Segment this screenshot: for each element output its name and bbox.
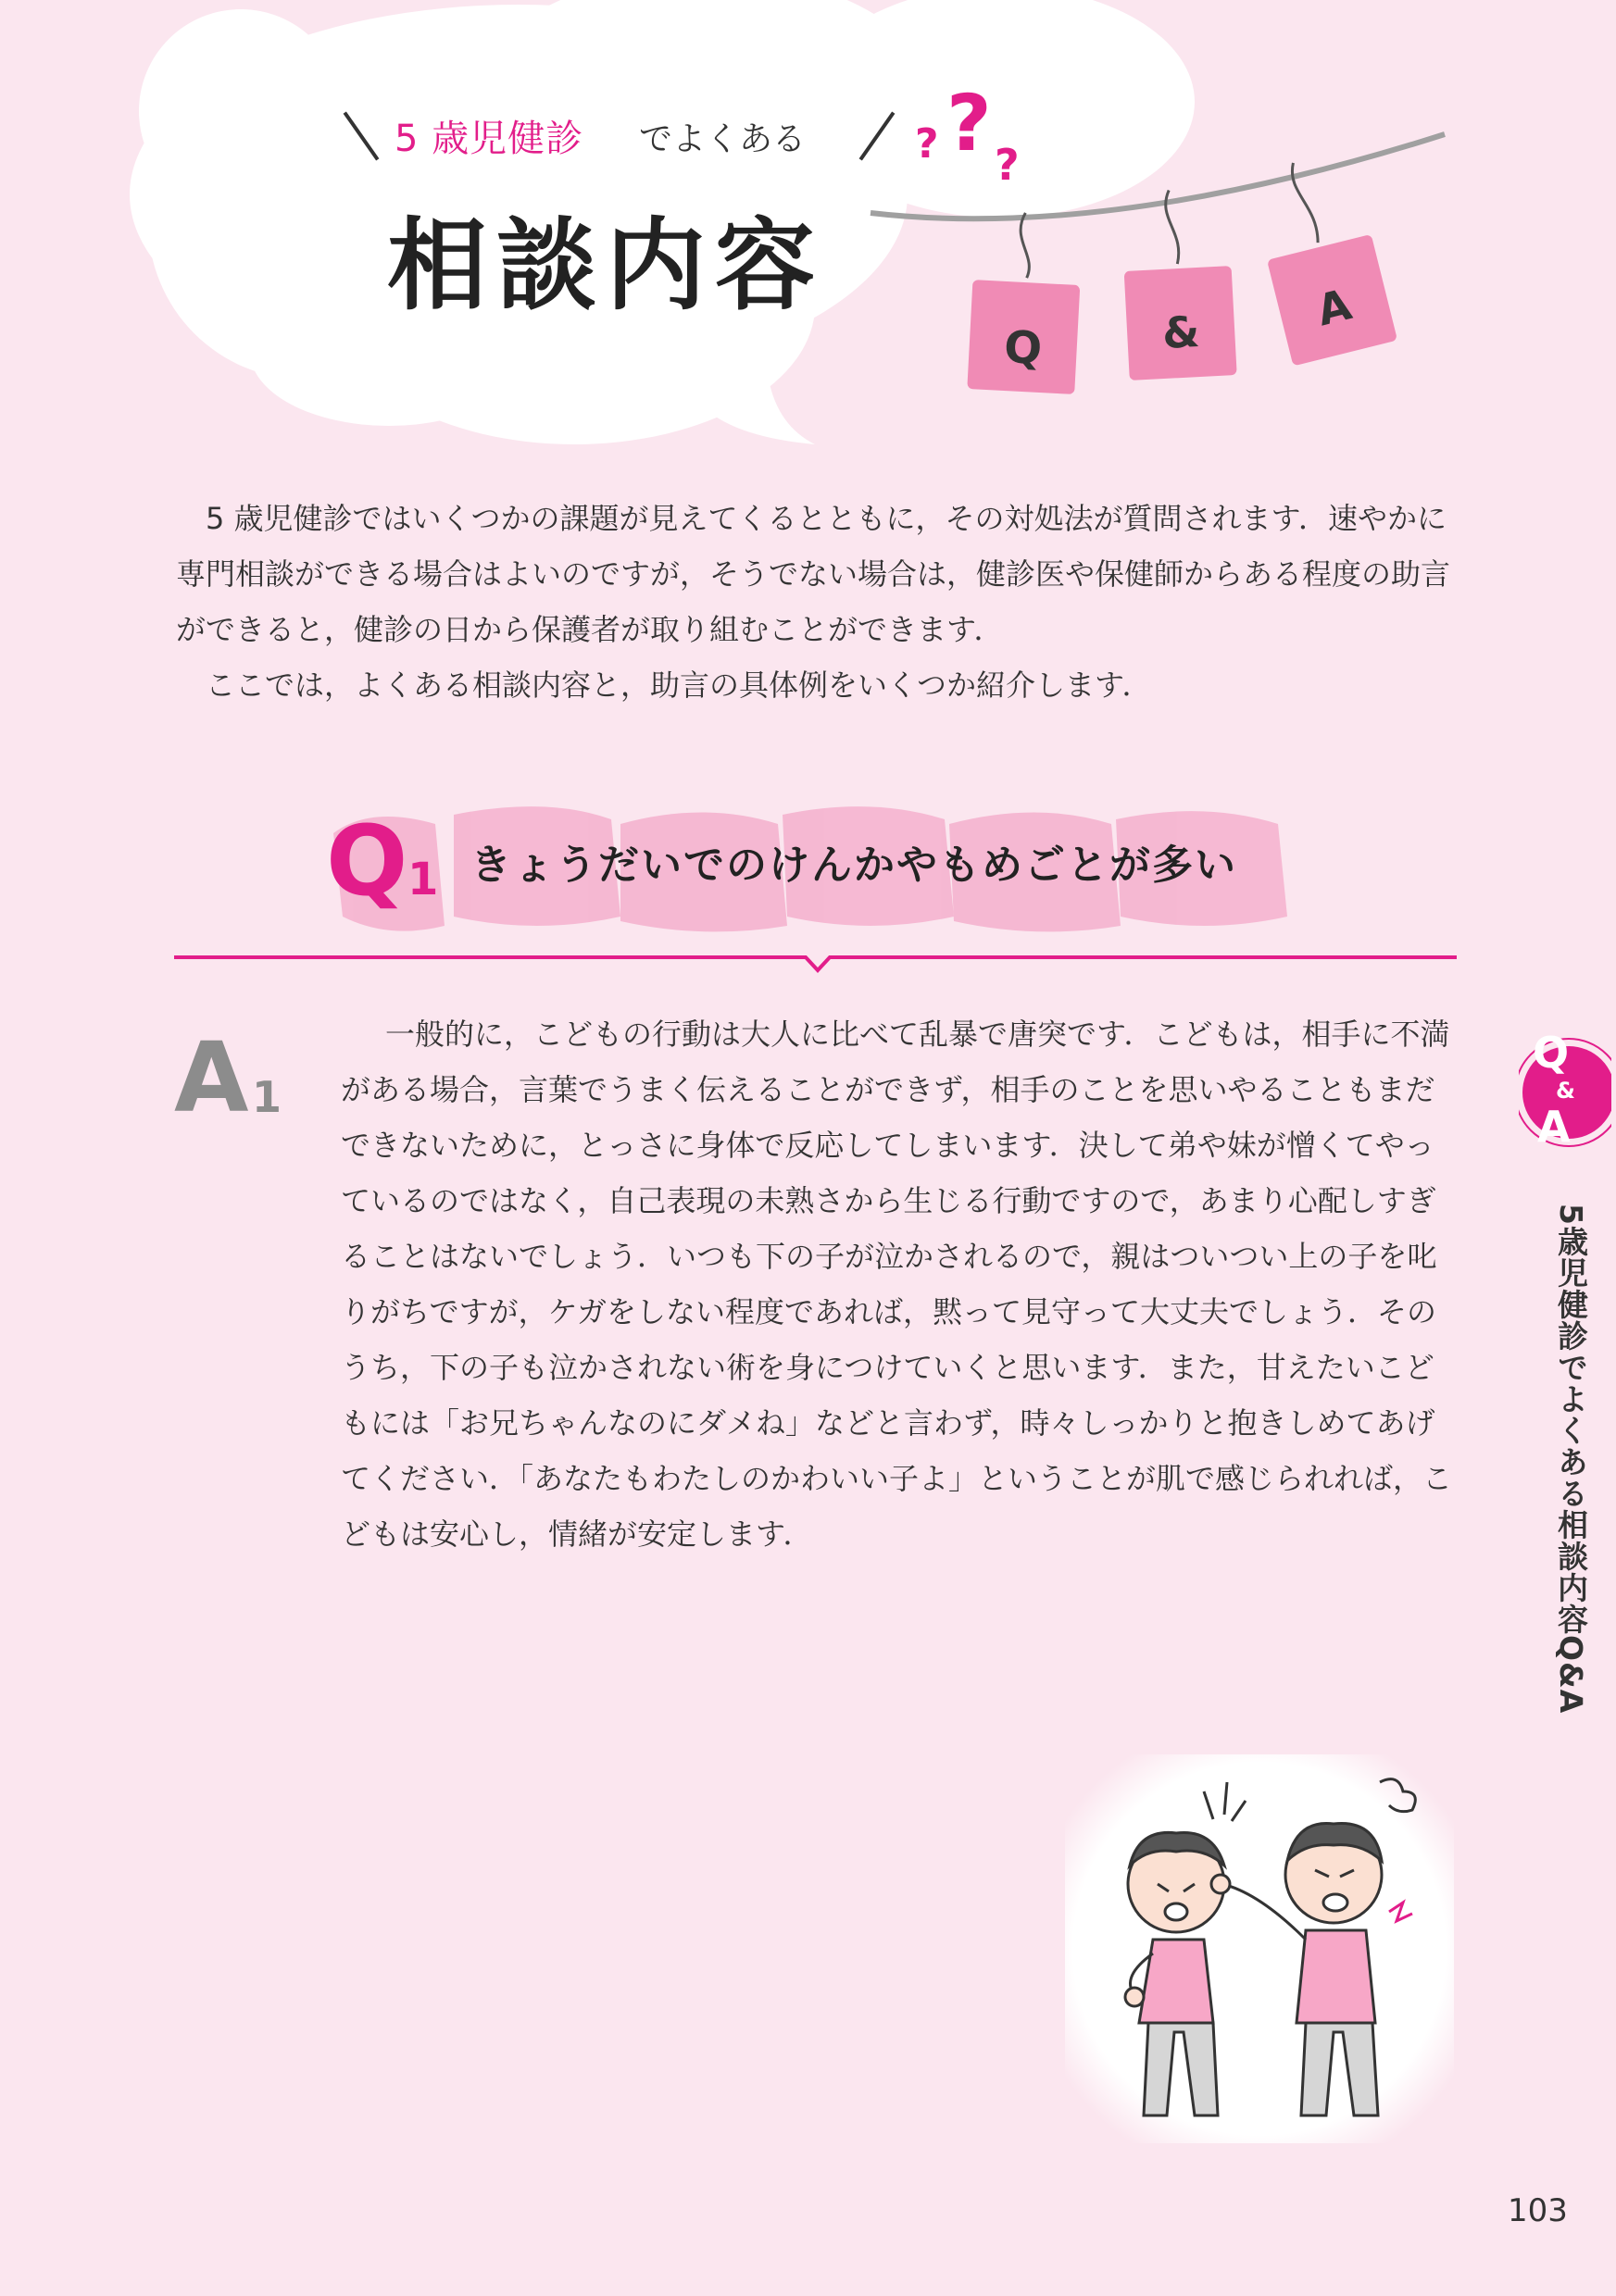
subtitle-text: でよくある xyxy=(639,120,807,158)
page-number: 103 xyxy=(1508,2192,1568,2229)
card-a: A xyxy=(1311,279,1357,336)
answer-text: 一般的に，こどもの行動は大人に比べて乱暴で唐突です．こどもは，相手に不満がある場合，言葉でうまく伝えることができず，相手のことを思いやることもまだできないために，とっさに身体で反応してしまいます．決して弟や妹が憎くてやっているのではなく，自己表現の未熟さから生じる行動ですので，あまり心配しすぎることはないでしょう．いつも下の子が泣かされるので，親はついつい上の子を叱りがちですが，ケガをしない程度であれば，黙って見守って大丈夫でしょう．そのうち，下の子も泣かされない術を身につけていくと思います．また，甘えたいこどもには「お兄ちゃんなのにダメね」などと言わず，時々しっかりと抱きしめてあげてください．「あなたもわたしのかわいい子よ」ということが肌で感じられれば，こどもは安心し，情緒が安定します． xyxy=(341,1017,1453,1552)
side-badge-a: A xyxy=(1537,1102,1571,1152)
question-text: きょうだいでのけんかやもめごとが多い xyxy=(470,842,1237,889)
side-badge-amp: & xyxy=(1556,1078,1575,1104)
q-label: Q xyxy=(326,805,408,917)
question-mark-icon: ? xyxy=(946,78,992,168)
question-mark-icon: ? xyxy=(995,140,1020,190)
intro-text xyxy=(176,491,1454,713)
page-title: 相談内容 xyxy=(387,208,825,324)
q-divider xyxy=(174,944,1457,981)
header-subtitle xyxy=(343,100,898,174)
q-number: 1 xyxy=(407,854,439,905)
slash-left xyxy=(344,111,380,160)
intro-paragraph: 5 歳児健診ではいくつかの課題が見えてくるとともに，その対処法が質問されます．速やかに専門相談ができる場合はよいのですが，そうでない場合は，健診医や保健師からある程度の助言ができると，健診の日から保護者が取り組むことができます． xyxy=(176,501,1451,647)
card-q: Q xyxy=(1002,320,1044,376)
intro-paragraph: ここでは，よくある相談内容と，助言の具体例をいくつか紹介します． xyxy=(206,668,1152,703)
card-amp: & xyxy=(1160,306,1201,359)
subtitle-highlight: 5 歳児健診 xyxy=(395,118,584,160)
siblings-fighting-illustration xyxy=(1065,1754,1454,2143)
side-chapter-title: 5歳児健診でよくある相談内容Q&A xyxy=(1553,1204,1589,1715)
side-badge-q: Q xyxy=(1533,1028,1570,1078)
a-label: A xyxy=(174,1021,249,1134)
a-number: 1 xyxy=(252,1072,282,1122)
question-mark-icon: ? xyxy=(915,120,939,168)
qa-garland xyxy=(833,120,1482,417)
